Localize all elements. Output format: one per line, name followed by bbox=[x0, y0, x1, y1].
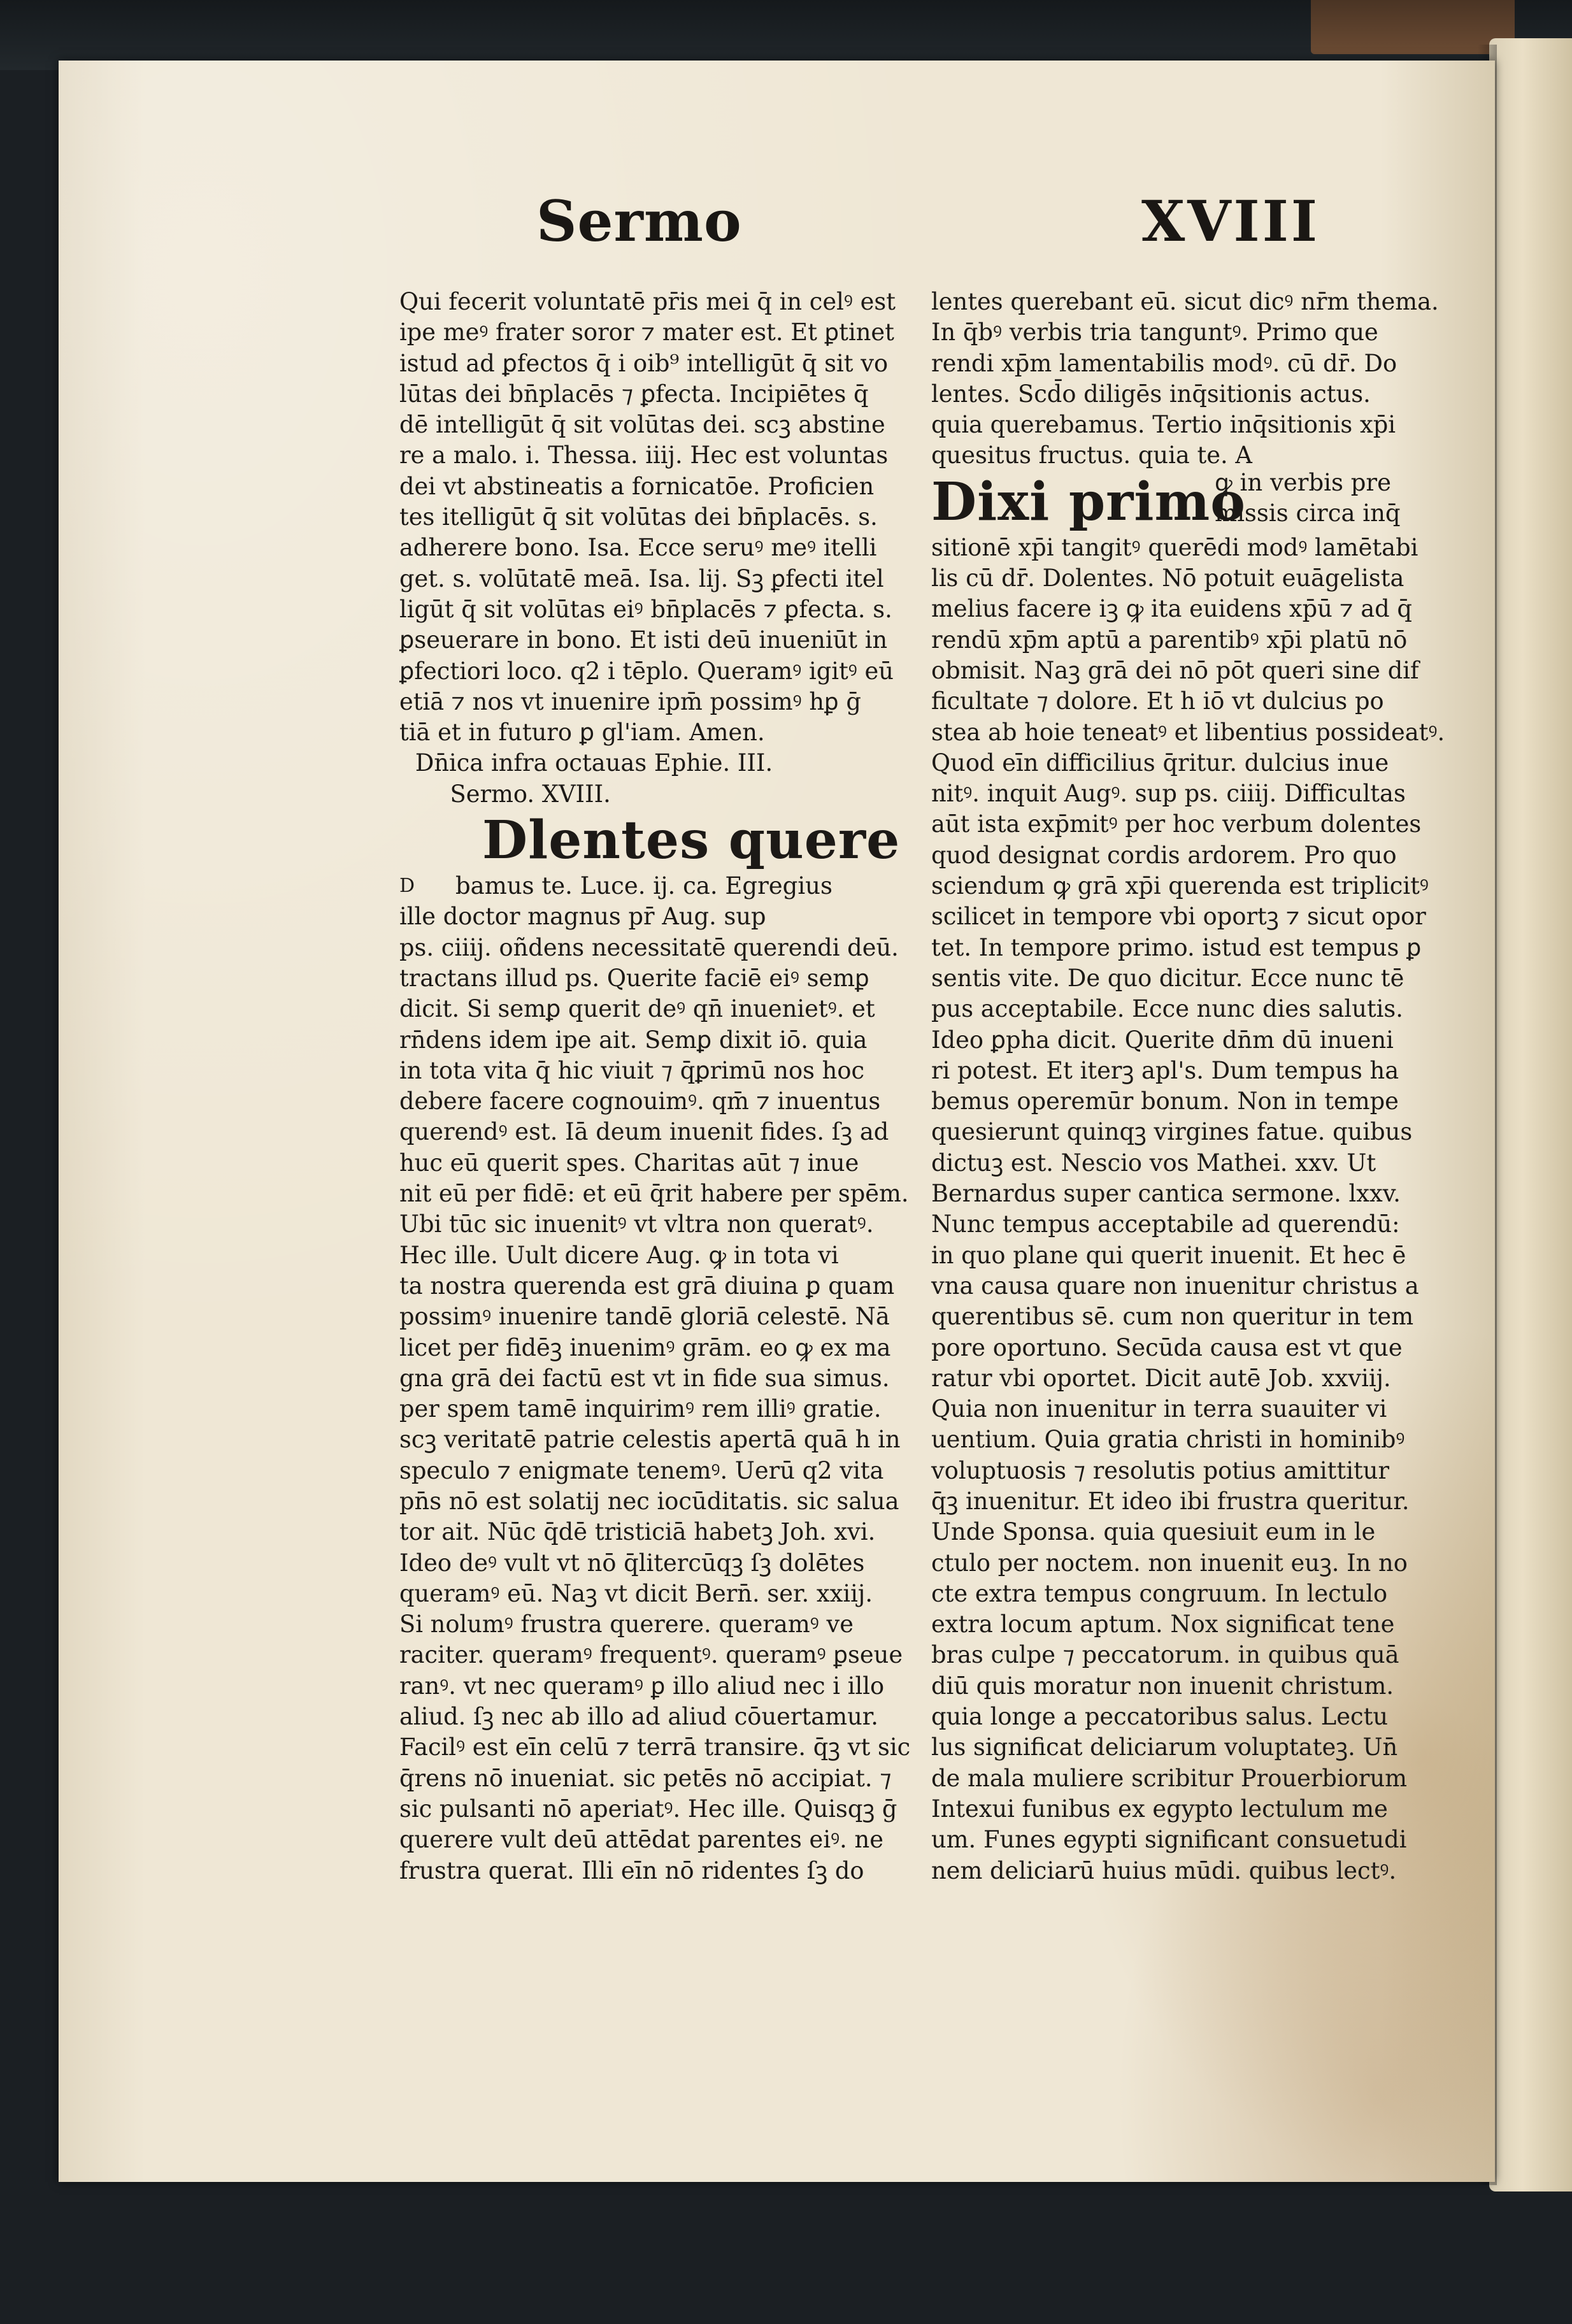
section-sermo-line: Sermo. XVIII. bbox=[450, 780, 611, 808]
text-line: ranꝰ. vt nec queramꝰ ꝑ illo aliud nec i illo bbox=[399, 1672, 885, 1700]
text-line: aliud. ſꝫ nec ab illo ad aliud cōuertamur. bbox=[399, 1703, 878, 1731]
text-line: vna causa quare non inuenitur christus a bbox=[931, 1272, 1419, 1300]
text-line: dictuꝫ est. Nescio vos Mathei. xxv. Ut bbox=[931, 1149, 1376, 1177]
text-line: Intexui funibus ex egypto lectulum me bbox=[931, 1795, 1388, 1823]
text-line: nem deliciarū huius mūdi. quibus lectꝰ. bbox=[931, 1856, 1397, 1884]
text-line: quesierunt quinqꝫ virgines fatue. quibus bbox=[931, 1118, 1413, 1146]
text-line: istud ad ꝑfectos q̄ i oib⁹ intelligūt q̄ sit vo bbox=[399, 349, 889, 377]
right-column-top-block bbox=[931, 287, 1492, 471]
text-line: Bernardus super cantica sermone. lxxv. bbox=[931, 1180, 1401, 1208]
text-line: per spem tamē inquirimꝰ rem illiꝰ gratie. bbox=[399, 1395, 882, 1423]
text-line: ꝙ in verbis pre bbox=[1215, 468, 1391, 496]
text-line: lis cū dr̄. Dolentes. Nō potuit euāgelista bbox=[931, 564, 1404, 592]
text-line: Hec ille. Uult dicere Aug. ꝙ in tota vi bbox=[399, 1241, 839, 1269]
text-line: Ideo deꝰ vult vt nō q̄litercūqꝫ ſꝫ dolētes bbox=[399, 1549, 865, 1577]
text-line: sic pulsanti nō aperiatꝰ. Hec ille. Quisqꝫ ḡ bbox=[399, 1795, 897, 1823]
text-line: Ubi tūc sic inuenitꝰ vt vltra non queratꝰ. bbox=[399, 1210, 874, 1238]
text-line: missis circa inq̄ bbox=[1215, 499, 1401, 527]
text-line: Qui fecerit voluntatē pr̄is mei q̄ in celꝰ est bbox=[399, 288, 896, 315]
text-line: Quod eīn difficilius q̄ritur. dulcius inue bbox=[931, 749, 1389, 777]
text-line: sentis vite. De quo dicitur. Ecce nunc tē bbox=[931, 964, 1404, 992]
right-text-column bbox=[931, 287, 1492, 1886]
text-line: aūt ista exp̄mitꝰ per hoc verbum dolentes bbox=[931, 810, 1422, 838]
text-line: raciter. queramꝰ frequentꝰ. queramꝰ ꝑseue bbox=[399, 1641, 903, 1669]
text-line: q̄ꝫ inuenitur. Et ideo ibi frustra queritur. bbox=[931, 1487, 1410, 1515]
text-line: queramꝰ eū. Naꝫ vt dicit Bern̄. ser. xxiij. bbox=[399, 1579, 873, 1607]
text-line: ꝑfectiori loco. q2 i tēplo. Queramꝰ igitꝰ eū bbox=[399, 657, 894, 685]
text-line: frustra querat. Illi eīn nō ridentes ſꝫ do bbox=[399, 1856, 864, 1884]
text-line: quesitus fructus. quia te. A bbox=[931, 441, 1252, 470]
left-column-top-block bbox=[399, 287, 960, 748]
text-line: diū quis moratur non inuenit christum. bbox=[931, 1672, 1394, 1700]
text-line: lentes. Scd̄o diligēs inq̄sitionis actus. bbox=[931, 380, 1371, 408]
guide-letter-row bbox=[399, 871, 960, 901]
dixi-primo-row bbox=[931, 468, 1492, 533]
header-number: XVIII bbox=[1141, 188, 1320, 254]
text-line: Facilꝰ est eīn celū ⁊ terrā transire. q̄ꝫ vt sic bbox=[399, 1733, 911, 1761]
text-line: ta nostra querenda est grā diuina ꝑ quam bbox=[399, 1272, 895, 1300]
text-line: melius facere iꝫ ꝙ ita euidens xp̄ū ⁊ ad q̄ bbox=[931, 595, 1412, 623]
text-line: licet per fidēꝫ inuenimꝰ grām. eo ꝙ ex ma bbox=[399, 1333, 891, 1361]
text-line: adherere bono. Isa. Ecce seruꝰ meꝰ itelli bbox=[399, 534, 877, 562]
dixi-primo-heading: Dixi primo bbox=[931, 471, 1246, 533]
text-line: scilicet in tempore vbi oportꝫ ⁊ sicut opor bbox=[931, 903, 1426, 931]
text-line: quia longe a peccatoribus salus. Lectu bbox=[931, 1703, 1389, 1731]
text-line: pus acceptabile. Ecce nunc dies salutis. bbox=[931, 995, 1403, 1023]
text-line: de mala muliere scribitur Prouerbiorum bbox=[931, 1764, 1408, 1792]
text-line: speculo ⁊ enigmate tenemꝰ. Uerū q2 vita bbox=[399, 1456, 884, 1484]
text-line: nitꝰ. inquit Augꝰ. sup ps. ciiij. Difficultas bbox=[931, 780, 1406, 808]
text-line: re a malo. i. Thessa. iiij. Hec est voluntas bbox=[399, 441, 889, 470]
text-line: voluptuosis ⁊ resolutis potius amittitur bbox=[931, 1456, 1390, 1484]
text-line: cte extra tempus congruum. In lectulo bbox=[931, 1579, 1388, 1607]
text-line: pore oportuno. Secūda causa est vt que bbox=[931, 1333, 1403, 1361]
text-line: in quo plane qui querit inuenit. Et hec ē bbox=[931, 1241, 1406, 1269]
text-line: stea ab hoie teneatꝰ et libentius possideatꝰ. bbox=[931, 718, 1445, 746]
text-line: bamus te. Luce. ij. ca. Egregius bbox=[455, 872, 832, 900]
text-line: ctulo per noctem. non inuenit euꝫ. In no bbox=[931, 1549, 1408, 1577]
text-line: querere vult deū attēdat parentes eiꝰ. ne bbox=[399, 1826, 883, 1854]
text-line: gna grā dei factū est vt in fide sua simus. bbox=[399, 1364, 890, 1392]
text-line: huc eū querit spes. Charitas aūt ⁊ inue bbox=[399, 1149, 859, 1177]
book-page-edges bbox=[1489, 38, 1572, 2191]
manuscript-page bbox=[59, 61, 1495, 2182]
text-line: querentibus sē. cum non queritur in tem bbox=[931, 1303, 1414, 1331]
text-line: pn̄s nō est solatij nec iocūditatis. sic salua bbox=[399, 1487, 899, 1515]
text-line: lūtas dei bn̄placēs ⁊ ꝑfecta. Incipiētes q̄ bbox=[399, 380, 869, 408]
sermon-incipit-heading: Dlentes quere bbox=[482, 810, 901, 872]
text-line: Si nolumꝰ frustra querere. queramꝰ ve bbox=[399, 1610, 854, 1639]
text-line: nit eū per fidē: et eū q̄rit habere per spēm. bbox=[399, 1180, 909, 1208]
text-line: q̄rens nō inueniat. sic petēs nō accipiat. ⁊ bbox=[399, 1764, 892, 1792]
text-line: rn̄dens idem ipe ait. Semꝑ dixit iō. quia bbox=[399, 1026, 868, 1054]
text-line: extra locum aptum. Nox significat tene bbox=[931, 1610, 1395, 1639]
text-line: uentium. Quia gratia christi in hominibꝰ bbox=[931, 1426, 1405, 1454]
text-line: tor ait. Nūc q̄dē tristiciā habetꝫ Joh. xvi. bbox=[399, 1518, 876, 1546]
text-line: ratur vbi oportet. Dicit autē Job. xxviij. bbox=[931, 1364, 1391, 1392]
text-line: rendū xp̄m aptū a parentibꝰ xp̄i platū nō bbox=[931, 626, 1408, 654]
dixi-side-text bbox=[1215, 468, 1489, 529]
left-column-body-block bbox=[399, 901, 960, 1886]
text-line: tiā et in futuro ꝑ gl'iam. Amen. bbox=[399, 719, 765, 747]
text-line: lus significat deliciarum voluptateꝫ. Un̄ bbox=[931, 1733, 1398, 1761]
text-line: quia querebamus. Tertio inq̄sitionis xp̄i bbox=[931, 411, 1396, 439]
text-line: um. Funes egypti significant consuetudi bbox=[931, 1826, 1407, 1854]
text-line: etiā ⁊ nos vt inuenire ipm̄ possimꝰ hꝑ ḡ bbox=[399, 687, 861, 715]
text-line: bemus operemūr bonum. Non in tempe bbox=[931, 1087, 1399, 1115]
text-line: obmisit. Naꝫ grā dei nō pōt queri sine dif bbox=[931, 656, 1419, 684]
text-line: Nunc tempus acceptabile ad querendū: bbox=[931, 1210, 1400, 1238]
running-header bbox=[59, 188, 1495, 264]
right-column-body-block bbox=[931, 533, 1492, 1886]
text-line: ipe meꝰ frater soror ⁊ mater est. Et ꝑtinet bbox=[399, 319, 894, 347]
text-line: possimꝰ inuenire tandē gloriā celestē. Nā bbox=[399, 1303, 890, 1331]
text-line: ri potest. Et iterꝫ apl's. Dum tempus ha bbox=[931, 1056, 1399, 1084]
text-line: rendi xp̄m lamentabilis modꝰ. cū dr̄. Do bbox=[931, 349, 1397, 377]
text-line: get. s. volūtatē meā. Isa. lij. Sꝫ ꝑfecti itel bbox=[399, 564, 884, 592]
text-line: bras culpe ⁊ peccatorum. in quibus quā bbox=[931, 1641, 1399, 1669]
text-line: ficultate ⁊ dolore. Et h iō vt dulcius po bbox=[931, 687, 1384, 715]
text-line: tet. In tempore primo. istud est tempus ꝑ bbox=[931, 933, 1422, 961]
left-text-column bbox=[399, 287, 960, 1886]
text-line: Unde Sponsa. quia quesiuit eum in le bbox=[931, 1518, 1376, 1546]
text-line: quod designat cordis ardorem. Pro quo bbox=[931, 841, 1397, 869]
text-line: debere facere cognouimꝰ. qm̄ ⁊ inuentus bbox=[399, 1087, 881, 1115]
section-dominica-line: Dn̄ica infra octauas Ephie. III. bbox=[415, 749, 773, 777]
text-line: ille doctor magnus pr̄ Aug. sup bbox=[399, 903, 766, 931]
text-line: sciendum ꝙ grā xp̄i querenda est triplicitꝰ bbox=[931, 872, 1429, 900]
text-line: ꝑseuerare in bono. Et isti deū inueniūt in bbox=[399, 626, 888, 654]
text-line: dicit. Si semꝑ querit deꝰ qn̄ inuenietꝰ. et bbox=[399, 995, 875, 1023]
text-line: in tota vita q̄ hic viuit ⁊ q̄ꝑrimū nos hoc bbox=[399, 1056, 865, 1084]
text-line: dē intelligūt q̄ sit volūtas dei. scꝫ abstine bbox=[399, 411, 885, 439]
text-line: dei vt abstineatis a fornicatōe. Proficien bbox=[399, 472, 875, 500]
text-line: tes itelligūt q̄ sit volūtas dei bn̄placēs. s. bbox=[399, 503, 878, 531]
text-line: lentes querebant eū. sicut dicꝰ nr̄m thema. bbox=[931, 288, 1439, 315]
text-line: In q̄bꝰ verbis tria tanguntꝰ. Primo que bbox=[931, 319, 1378, 347]
text-line: ligūt q̄ sit volūtas eiꝰ bn̄placēs ⁊ ꝑfecta. s. bbox=[399, 595, 892, 623]
text-line: Ideo ꝑpha dicit. Querite dn̄m dū inueni bbox=[931, 1026, 1394, 1054]
text-line: scꝫ veritatē patrie celestis apertā quā h in bbox=[399, 1426, 901, 1454]
text-line: Quia non inuenitur in terra suauiter vi bbox=[931, 1395, 1387, 1423]
text-line: tractans illud ps. Querite faciē eiꝰ semꝑ bbox=[399, 964, 869, 992]
guide-letter: D bbox=[399, 875, 415, 898]
text-line: ps. ciiij. oñdens necessitatē querendi deū. bbox=[399, 933, 899, 961]
text-line: querendꝰ est. Iā deum inuenit fides. ſꝫ ad bbox=[399, 1118, 889, 1146]
text-line: sitionē xp̄i tangitꝰ querēdi modꝰ lamētabi bbox=[931, 533, 1418, 561]
header-title: Sermo bbox=[536, 188, 742, 254]
